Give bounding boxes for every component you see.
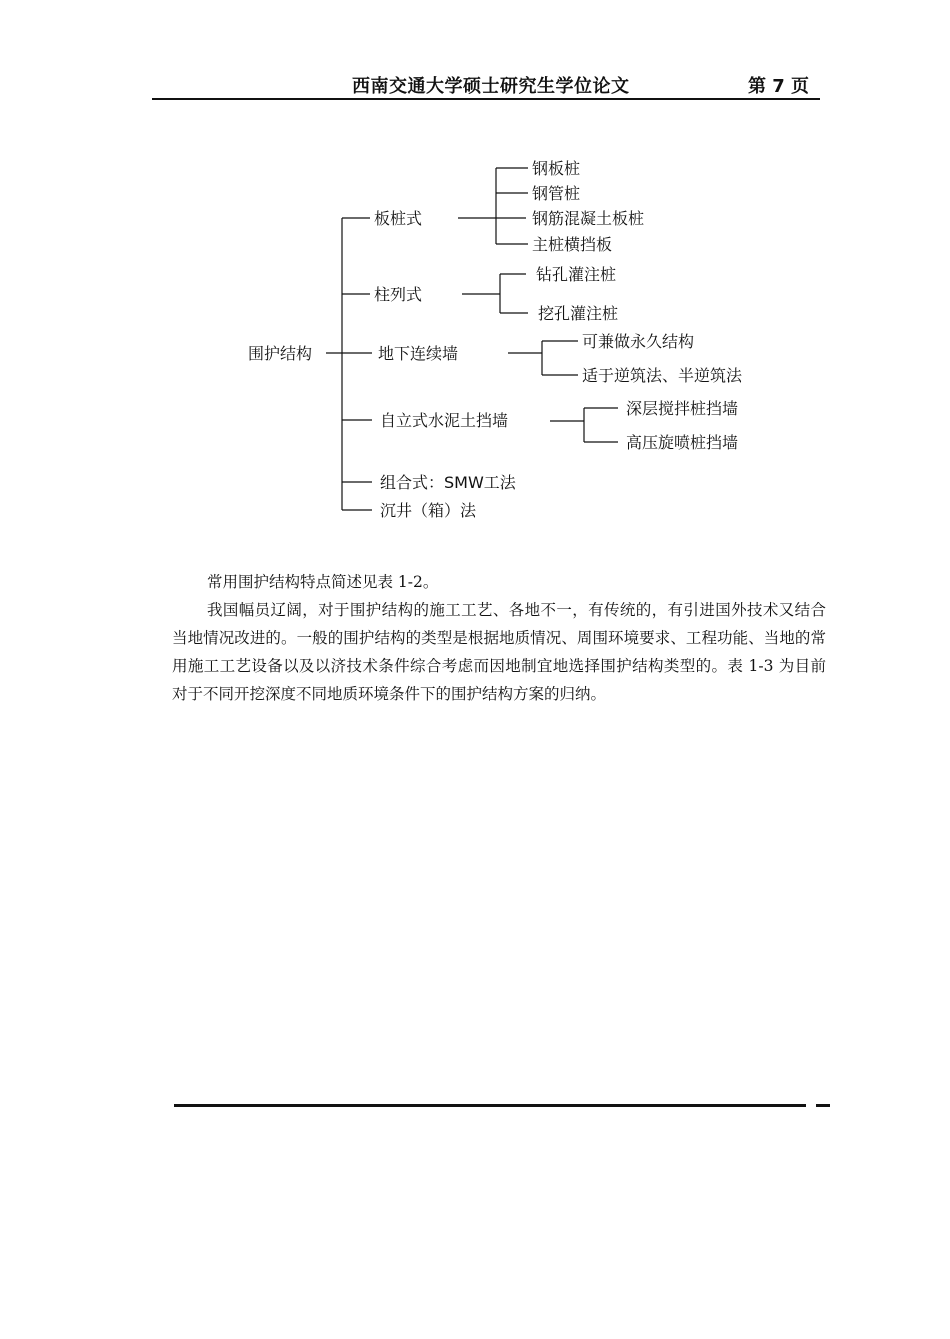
body-paragraph: 我国幅员辽阔，对于围护结构的施工工艺、各地不一，有传统的，有引进国外技术又结合当地情况改进的。一般的围护结构的类型是根据地质情况、周围环境要求、工程功能、当地的常用施工工艺设备以及以济技术条件综合考虑而因地制宜地选择围护结构类型的。表 1-3 为目前对于不同开挖深度不同地质环境条件下的围护结构方案的归纳。 [172, 601, 826, 703]
body-paragraph: 常用围护结构特点简述见表 1-2。 [207, 573, 439, 591]
branch-label-2: 柱列式 [374, 285, 423, 304]
retaining-structure-tree-diagram [0, 0, 950, 560]
leaf-label: 适于逆筑法、半逆筑法 [582, 366, 743, 385]
leaf-label: 钻孔灌注桩 [536, 265, 617, 284]
leaf-label: 主桩横挡板 [532, 235, 613, 254]
leaf-label: 挖孔灌注桩 [538, 304, 619, 323]
leaf-label: 钢板桩 [532, 159, 581, 178]
branch-label-4: 自立式水泥土挡墙 [380, 411, 509, 430]
leaf-label: 钢管桩 [532, 184, 581, 203]
branch-label-5: 组合式：SMW工法 [380, 473, 516, 492]
footer-rule [174, 1104, 806, 1107]
branch-label-6: 沉井（箱）法 [380, 501, 477, 520]
leaf-label: 可兼做永久结构 [582, 332, 695, 351]
leaf-label: 深层搅拌桩挡墙 [626, 399, 739, 418]
leaf-label: 钢筋混凝土板桩 [532, 209, 645, 228]
running-header-title: 西南交通大学硕士研究生学位论文 [352, 76, 630, 97]
root-label: 围护结构 [248, 344, 313, 363]
page-number: 第 7 页 [748, 76, 810, 97]
footer-rule-stub [816, 1104, 830, 1107]
branch-label-3: 地下连续墙 [378, 344, 459, 363]
leaf-label: 高压旋喷桩挡墙 [626, 433, 739, 452]
branch-label-1: 板桩式 [374, 209, 423, 228]
